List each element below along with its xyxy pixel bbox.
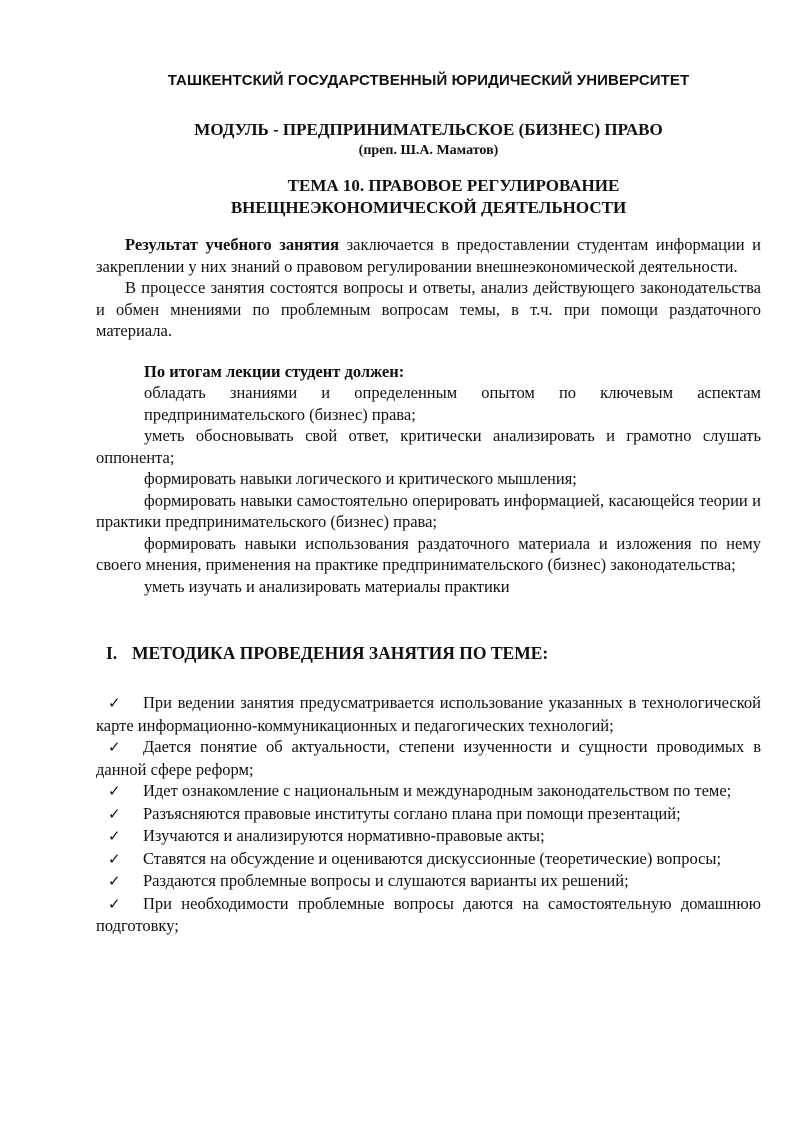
method-item-text: Разъясняются правовые институты соглано плана при помощи презентаций;	[143, 803, 681, 823]
checkmark-icon: ✓	[108, 738, 121, 756]
process-paragraph: В процессе занятия состоятся вопросы и ответы, анализ действующего законодательства и обмен мнениями по проблемным вопросам темы, в т.ч. при помощи раздаточного материала.	[96, 278, 761, 340]
section-title: МЕТОДИКА ПРОВЕДЕНИЯ ЗАНЯТИЯ ПО ТЕМЕ:	[132, 643, 549, 663]
method-item	[96, 736, 761, 780]
section-number: I.	[106, 643, 118, 663]
checkmark-icon: ✓	[108, 782, 121, 800]
goal-item: формировать навыки логического и критического мышления;	[144, 469, 577, 488]
checkmark-icon: ✓	[108, 827, 121, 845]
method-item	[96, 848, 761, 871]
goal-item: уметь обосновывать свой ответ, критически анализировать и грамотно слушать оппонента;	[96, 426, 761, 467]
goal-item: формировать навыки самостоятельно оперировать информацией, касающейся теории и практики предпринимательского (бизнес) права;	[96, 490, 761, 531]
method-item-text: Идет ознакомление с национальным и международным законодательством по теме;	[143, 781, 732, 800]
result-label: Результат учебного занятия	[125, 235, 340, 254]
method-item	[96, 692, 761, 736]
university-name: ТАШКЕНТСКИЙ ГОСУДАРСТВЕННЫЙ ЮРИДИЧЕСКИЙ УНИВЕРСИТЕТ	[167, 72, 690, 89]
module-title: МОДУЛЬ - ПРЕДПРИНИМАТЕЛЬСКОЕ (БИЗНЕС) ПРАВО	[194, 120, 663, 139]
topic-line-2: ВНЕЩНЕЭКОНОМИЧЕСКОЙ ДЕЯТЕЛЬНОСТИ	[230, 198, 627, 217]
method-item-text: Раздаются проблемные вопросы и слушаются варианты их решений;	[143, 871, 629, 890]
checkmark-icon: ✓	[108, 849, 121, 868]
document-page	[96, 72, 761, 937]
method-item-text: При необходимости проблемные вопросы даются на самостоятельную домашнюю подготовку;	[96, 893, 761, 935]
method-item-text: Ставятся на обсуждение и оцениваются дискуссионные (теоретические) вопросы;	[143, 848, 722, 868]
method-item	[96, 870, 761, 893]
section-heading	[106, 642, 761, 664]
result-paragraph	[96, 234, 761, 277]
checkmark-icon: ✓	[108, 804, 121, 823]
method-item	[96, 825, 761, 848]
method-item	[96, 893, 761, 937]
method-item	[96, 780, 761, 803]
topic-line-1: ТЕМА 10. ПРАВОВОЕ РЕГУЛИРОВАНИЕ	[287, 176, 620, 195]
goal-item: формировать навыки использования раздаточного материала и изложения по нему своего мнения, применения на практике предпринимательского (бизнес) законодательства;	[96, 533, 761, 574]
method-item-text: При ведении занятия предусматривается использование указанных в технологической карте информационно-коммуникационных и педагогических технологий;	[96, 693, 761, 735]
checkmark-icon: ✓	[108, 872, 121, 890]
result-text: заключается в предоставлении студентам информации и закреплении у них знаний о правовом регулировании внешнеэкономической деятельности.	[96, 235, 761, 276]
method-item-text: Дается понятие об актуальности, степени изученности и сущности проводимых в данной сфере реформ;	[96, 737, 761, 779]
checkmark-icon: ✓	[108, 694, 121, 712]
teacher-name: (преп. Ш.А. Маматов)	[358, 143, 499, 158]
goals-heading: По итогам лекции студент должен:	[144, 361, 405, 381]
goal-item: обладать знаниями и определенным опытом по ключевым аспектам предпринимательского (бизнес) права;	[144, 383, 761, 424]
method-item	[96, 803, 761, 826]
checkmark-icon: ✓	[108, 894, 121, 913]
method-item-text: Изучаются и анализируются нормативно-правовые акты;	[143, 826, 545, 845]
topic-title	[96, 175, 761, 219]
goal-item: уметь изучать и анализировать материалы практики	[144, 576, 510, 596]
